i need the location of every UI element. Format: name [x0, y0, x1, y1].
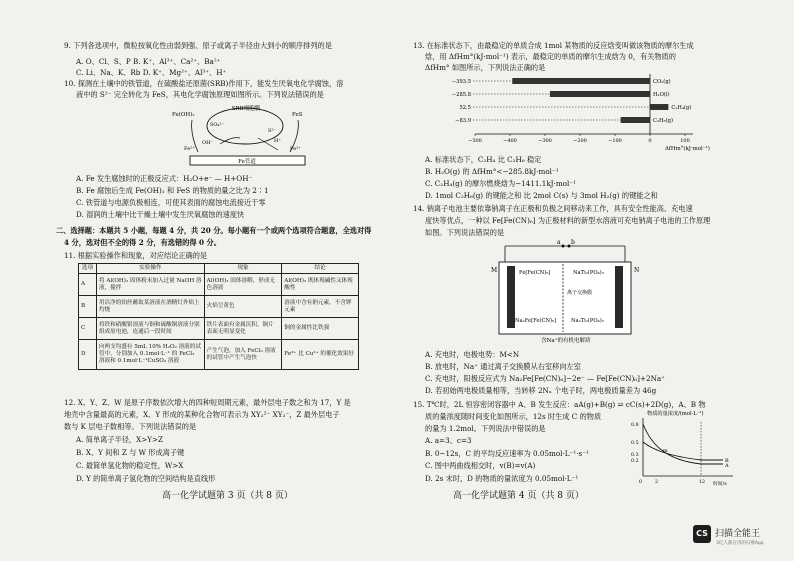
concentration-time-chart [625, 408, 751, 488]
table-cell: 铁片表面有金属沉积，铜片表面无明显变化 [204, 318, 282, 340]
table-row [79, 340, 359, 370]
x-tick-label: −300 [538, 138, 552, 144]
bar-value-3: −83.9 [455, 118, 471, 124]
table-cell: Al(OH)₃ 既体现碱性又体现酸性 [282, 274, 359, 296]
q13-option-a: A. 标准状态下，C₂H₄ 比 C₂H₆ 稳定 [425, 155, 542, 164]
q9-stem: 9. 下列各选项中，微粒按氧化性由弱到强、原子或离子半径由大到小的顺序排列的是 [64, 41, 332, 50]
diagram-label-fe2-left: Fe²⁺ [184, 146, 195, 152]
table-cell: B [79, 296, 97, 318]
page-footer-left: 高一化学试题第 3 页（共 8 页） [162, 491, 293, 501]
electrode-n [615, 266, 623, 328]
bar-1 [550, 91, 650, 97]
q15-option-d: D. 2s 末时，D 的物质的量浓度为 0.05mol·L⁻¹ [425, 474, 579, 483]
q14-stem-1: 14. 钠离子电池主要依靠钠离子在正极和负极之间移动来工作，具有安全性能高、充电速 [413, 204, 693, 213]
q12-stem-1: 12. X、Y、Z、W 是原子序数依次增大的四种短周期元素，最外层电子数之和为 17，Y 是 [64, 398, 351, 407]
x-tick-label: −100 [608, 138, 622, 144]
q13-stem-1: 13. 在标准状态下，由最稳定的单质合成 1mol 某物质的反应焓变叫做该物质的摩尔生成 [413, 41, 694, 50]
table-header-cell: 现象 [204, 264, 282, 274]
series-label-a: A [725, 463, 729, 469]
q9-options-ab: A. O、Cl、S、P B. K⁺、Al³⁺、Ca²⁺、Ba²⁺ [76, 57, 221, 66]
series-label-b: B [725, 458, 729, 464]
bar-label-0: CO₂(g) [653, 79, 671, 85]
conc-tick-02: 0.2 [631, 459, 639, 464]
intersection-mark: m [663, 448, 668, 454]
bar-value-2: 52.5 [459, 105, 471, 111]
conc-chart-xlabel: 时间/s [713, 482, 727, 487]
page-footer-right: 高一化学试题第 4 页（共 8 页） [453, 491, 584, 501]
table-cell: 将铁和硝酸银溶液与铜和硫酸铜溶液分别组成原电池，连通后一段时间 [96, 318, 204, 340]
q10-stem-2: 液中的 S²⁻ 完全转化为 FeS，其电化学腐蚀原理如图所示。下列说法错误的是 [76, 90, 324, 99]
camscanner-name: 扫描全能王 [715, 529, 761, 539]
diagram-label-pipe: Fe管道 [238, 159, 256, 165]
diagram-label-so4: SO₄²⁻ [210, 122, 225, 128]
q10-option-d: D. 湿润的土壤中比干燥土壤中发生厌氧腐蚀的速度快 [76, 210, 245, 219]
q15-option-b: B. 0~12s，C 的平均反应速率为 0.05mol·L⁻¹·s⁻¹ [425, 449, 589, 458]
q12-option-c: C. 最简单氢化物的稳定性，W>X [76, 461, 184, 470]
bar-3 [621, 117, 650, 123]
diagram-label-feoh2: Fe(OH)₂ [172, 112, 195, 118]
section-2-heading: 二、选择题：本题共 5 小题，每题 4 分，共 20 分。每小题有一个或两个选项符合题意，全选对得 [56, 226, 372, 235]
x-tick-label: 100 [680, 138, 690, 144]
table-row [79, 318, 359, 340]
camscanner-logo-icon: CS [693, 525, 711, 543]
conc-tick-x12: 12 [699, 480, 706, 485]
q14-option-c: C. 充电时，阳极反应式为 Na₂Fe[Fe(CN)₆]−2e⁻ — Fe[Fe(CN)₆]+2Na⁺ [425, 374, 665, 383]
label-left-bottom: Na₂Fe[Fe(CN)₆] [515, 318, 557, 324]
conc-tick-x2: 2 [655, 480, 659, 485]
bar-0 [512, 78, 650, 84]
q10-option-a: A. Fe 发生腐蚀时的正极反应式：H₂O+e⁻ — H+OH⁻ [76, 174, 253, 183]
bar-label-2: C₂H₄(g) [671, 105, 692, 111]
x-axis-label: ΔfHm°(kJ·mol⁻¹) [665, 146, 710, 152]
table-cell: C [79, 318, 97, 340]
table-header-row [79, 264, 359, 274]
electrode-label-n: N [634, 267, 640, 274]
table-cell: D [79, 340, 97, 370]
bar-label-1: H₂O(l) [653, 92, 670, 98]
q13-stem-3: ΔfHm° 如图所示，下列说法正确的是 [425, 63, 546, 72]
conc-tick-08: 0.8 [631, 423, 639, 428]
table-header-cell: 结论 [282, 264, 359, 274]
curve-a [643, 424, 723, 464]
conc-chart-ylabel: 物质的量浓度/(mol·L⁻¹) [647, 411, 704, 417]
table-cell: 火焰呈黄色 [204, 296, 282, 318]
table-header-cell: 选项 [79, 264, 97, 274]
q15-stem-3: 的量为 1.2mol。下列说法中错误的是 [425, 424, 546, 433]
camscanner-tagline: 3亿人都在用的扫描App [716, 541, 764, 546]
terminal-a: a [557, 239, 561, 246]
q15-stem-2: 质的量浓度随时间变化如图所示，12s 时生成 C 的物质 [425, 412, 602, 421]
q14-option-a: A. 充电时，电极电势：M<N [425, 350, 520, 359]
table-cell: Al(OH)₃ 固体溶解，形成无色溶液 [204, 274, 282, 296]
q12-option-b: B. X、Y 间和 Z 与 W 形成离子键 [76, 448, 185, 457]
diagram-label-srb: SRB细胞膜 [231, 106, 261, 112]
conc-tick-x0: 0 [639, 480, 643, 485]
bar-value-0: −393.5 [451, 79, 471, 85]
q14-option-d: D. 若初始两电极质量相等，当转移 2Nₐ 个电子时，两电极质量差为 46g [425, 386, 657, 395]
q12-stem-2: 地壳中含量最高的元素，X、Y 形成的某种化合物可表示为 XY₂²⁻ XY₃⁻，Z 最外层电子 [64, 410, 340, 419]
table-cell: 用洁净的铂丝蘸取某溶液在酒精灯外焰上灼烧 [96, 296, 204, 318]
sodium-battery-diagram [485, 238, 645, 346]
label-right-top: NaTi₂(PO₄)₃ [573, 270, 604, 276]
enthalpy-bar-chart [435, 72, 725, 152]
x-tick-label: 0 [648, 138, 652, 144]
bar-label-3: C₂H₆(g) [653, 118, 674, 124]
table-row [79, 274, 359, 296]
table-cell: 将 Al(OH)₃ 固体粉末加入过量 NaOH 溶液，搅拌 [96, 274, 204, 296]
label-membrane: 离子交换膜 [567, 290, 593, 296]
diagram-label-h: H⁺ [274, 138, 281, 144]
conc-tick-03: 0.3 [631, 453, 639, 458]
q12-option-a: A. 简单离子半径，X>Y>Z [76, 435, 163, 444]
table-cell: 铜的金属性比铁强 [282, 318, 359, 340]
q13-option-b: B. H₂O(g) 的 ΔfHm°<−285.8kJ·mol⁻¹ [425, 167, 559, 176]
diagram-label-s2: S²⁻ [268, 128, 277, 134]
q11-table [78, 263, 359, 370]
terminal-b: b [571, 239, 575, 246]
table-cell: A [79, 274, 97, 296]
conc-tick-05: 0.5 [631, 441, 639, 446]
q14-stem-3: 如图。下列说法错误的是 [425, 228, 505, 237]
q10-stem-1: 10. 探测在土壤中的铁管道，在硫酸盐还原菌(SRB)作用下，能发生厌氧电化学腐蚀，溶 [64, 79, 344, 88]
x-tick-label: −200 [573, 138, 587, 144]
table-cell: 产生气泡，加入 FeCl₃ 溶液的试管中产生气泡快 [204, 340, 282, 370]
q12-stem-3: 数与 K 层电子数相等。下列说法错误的是 [64, 422, 197, 431]
q13-option-d: D. 1mol C₂H₆(g) 的键能之和 比 2mol C(s) 与 3mol H₂(g) 的键能之和 [425, 191, 658, 200]
q9-options-cd: C. Li、Na、K、Rb D. K⁺、Mg²⁺、Al³⁺、H⁺ [76, 68, 227, 77]
q13-stem-2: 焓，用 ΔfHm°(kJ·mol⁻¹) 表示，最稳定的单质的摩尔生成焓为 0，有关物质的 [425, 52, 676, 61]
table-cell: 溶液中含有钠元素，不含钾元素 [282, 296, 359, 318]
diagram-label-oh: OH⁻ [202, 140, 214, 146]
right-page [397, 0, 794, 561]
curve-b [643, 442, 723, 460]
table-cell: Fe³⁺ 比 Cu²⁺ 的催化效果好 [282, 340, 359, 370]
electrode-label-m: M [491, 267, 498, 274]
q15-stem-1: 15. T℃时，2L 恒容密闭容器中 A、B 发生反应：aA(g)+B(g) ⇌ cC(s)+2D(g)，A、B 物 [413, 400, 706, 409]
srb-corrosion-diagram [170, 102, 320, 170]
q12-option-d: D. Y 的简单离子氢化物的空间结构是直线形 [76, 474, 216, 483]
q14-option-b: B. 放电时，Na⁺ 通过离子交换膜从右室移向左室 [425, 362, 581, 371]
x-tick-label: −500 [468, 138, 482, 144]
table-row [79, 296, 359, 318]
q13-option-c: C. C₂H₄(g) 的摩尔燃烧焓为−1411.1kJ·mol⁻¹ [425, 179, 576, 188]
label-right-bottom: Na₃Ti₂(PO₄)₃ [571, 318, 604, 324]
label-electrolyte: 含Na⁺的有机电解质 [541, 338, 591, 344]
bar-value-1: −285.8 [451, 92, 471, 98]
table-header-cell: 实验操作 [96, 264, 204, 274]
electrode-m [507, 266, 515, 328]
q15-option-a: A. a=3、c=3 [425, 436, 472, 445]
label-left-top: Fe[Fe(CN)₆] [519, 270, 551, 276]
q10-option-c: C. 铁管道与电源负极相连，可使其表面的腐蚀电流接近于零 [76, 198, 266, 207]
q15-option-c: C. 图中两曲线相交时，v(B)=v(A) [425, 461, 536, 470]
q14-stem-2: 度快等优点，一种以 Fe[Fe(CN)₆] 为正极材料的新型水溶液可充电钠离子电池的工作原理 [425, 216, 711, 225]
section-2-scoring: 4 分，选对但不全的得 2 分，有选错的得 0 分。 [64, 238, 221, 247]
q11-stem: 11. 根据实验操作和现象，对应结论正确的是 [64, 251, 208, 260]
q10-option-b: B. Fe 腐蚀后生成 Fe(OH)₂ 和 FeS 的物质的量之比为 2∶1 [76, 186, 269, 195]
diagram-label-fe2-right: Fe²⁺ [290, 146, 301, 152]
x-tick-label: −400 [503, 138, 517, 144]
diagram-label-fes: FeS [292, 112, 303, 118]
table-cell: 向两支均盛有 5mL 10% H₂O₂ 溶液的试管中，分别加入 0.1mol·L⁻¹ 的 FeCl₃ 溶液和 0.1mol·L⁻¹CuSO₄ 溶液 [96, 340, 204, 370]
